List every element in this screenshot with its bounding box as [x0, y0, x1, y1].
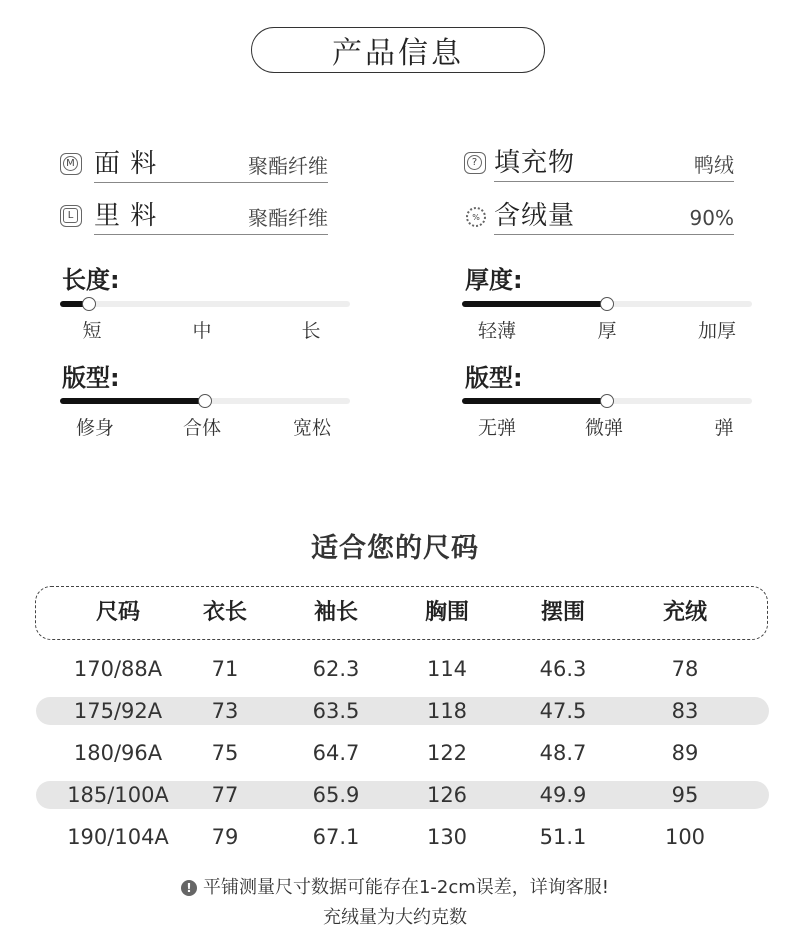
size-table-header-cell: 尺码 — [95, 600, 141, 625]
material-row-down-content — [464, 201, 734, 231]
question-badge-icon: ? — [464, 152, 486, 174]
material-value: 聚酯纤维 — [248, 206, 328, 230]
slider-tick-label: 宽松 — [292, 417, 332, 439]
slider-title: 版型: — [62, 364, 120, 392]
table-cell: 185/100A — [67, 783, 169, 807]
size-table-header-cell: 衣长 — [202, 600, 248, 625]
size-section-title: 适合您的尺码 — [311, 533, 479, 564]
material-label: 里 料 — [94, 201, 158, 231]
table-cell: 83 — [671, 699, 699, 723]
slider-tick-label: 中 — [192, 320, 212, 342]
slider-tick-label: 轻薄 — [477, 320, 517, 342]
table-cell: 122 — [426, 741, 468, 765]
table-cell: 65.9 — [312, 783, 360, 807]
slider-fill — [462, 301, 607, 307]
material-row-filling — [464, 148, 734, 178]
slider-fill — [462, 398, 607, 404]
table-cell: 67.1 — [312, 825, 360, 849]
slider-tick-label: 厚 — [597, 320, 617, 342]
table-cell: 79 — [211, 825, 239, 849]
table-cell: 180/96A — [73, 741, 163, 765]
fit-slider-track — [60, 398, 350, 404]
table-cell: 126 — [426, 783, 468, 807]
elasticity-slider-track — [462, 398, 752, 404]
slider-tick-label: 加厚 — [697, 320, 737, 342]
size-table-header — [35, 586, 768, 640]
table-cell: 114 — [426, 657, 468, 681]
slider-tick-label: 无弹 — [477, 417, 517, 439]
size-table-header-cell: 袖长 — [313, 600, 359, 625]
exclamation-icon: ! — [181, 880, 197, 896]
divider — [94, 182, 328, 183]
slider-knob — [600, 394, 614, 408]
slider-tick-label: 修身 — [75, 417, 115, 439]
percent-swirl-icon — [464, 205, 486, 227]
divider — [494, 181, 734, 182]
table-cell: 49.9 — [539, 783, 587, 807]
material-value: 聚酯纤维 — [248, 154, 328, 178]
m-badge-icon: M — [60, 153, 82, 175]
table-cell: 48.7 — [539, 741, 587, 765]
material-label: 面 料 — [94, 149, 158, 179]
svg-text:%: % — [472, 213, 480, 222]
table-cell: 78 — [671, 657, 699, 681]
table-cell: 77 — [211, 783, 239, 807]
divider — [94, 234, 328, 235]
table-cell: 64.7 — [312, 741, 360, 765]
divider — [494, 234, 734, 235]
slider-title: 厚度: — [465, 266, 523, 294]
slider-knob — [82, 297, 96, 311]
measurement-note — [0, 873, 790, 899]
table-cell: 100 — [664, 825, 706, 849]
l-badge-icon: L — [60, 205, 82, 227]
slider-knob — [600, 297, 614, 311]
material-row-shell — [60, 149, 328, 179]
table-cell: 47.5 — [539, 699, 587, 723]
table-cell: 71 — [211, 657, 239, 681]
slider-tick-label: 短 — [82, 320, 102, 342]
filling-note: 充绒量为大约克数 — [323, 907, 467, 928]
table-cell: 95 — [671, 783, 699, 807]
table-cell: 51.1 — [539, 825, 587, 849]
table-cell: 118 — [426, 699, 468, 723]
table-cell: 130 — [426, 825, 468, 849]
table-cell: 62.3 — [312, 657, 360, 681]
size-table-header-cell: 摆围 — [540, 600, 586, 625]
slider-tick-label: 微弹 — [584, 417, 624, 439]
material-label: 填充物 — [494, 148, 576, 178]
slider-tick-label: 合体 — [182, 417, 222, 439]
table-cell: 89 — [671, 741, 699, 765]
table-cell: 75 — [211, 741, 239, 765]
slider-tick-label: 长 — [301, 320, 321, 342]
material-value: 鸭绒 — [694, 153, 734, 177]
table-cell: 190/104A — [67, 825, 169, 849]
note-text: 平铺测量尺寸数据可能存在1-2cm误差，详询客服! — [202, 877, 610, 898]
table-cell: 46.3 — [539, 657, 587, 681]
thickness-slider-track — [462, 301, 752, 307]
page-title: 产品信息 — [251, 27, 545, 73]
table-cell: 170/88A — [73, 657, 163, 681]
slider-knob — [198, 394, 212, 408]
length-slider-track — [60, 301, 350, 307]
table-cell: 73 — [211, 699, 239, 723]
table-cell: 175/92A — [73, 699, 163, 723]
slider-tick-label: 弹 — [714, 417, 734, 439]
size-table-header-cell: 充绒 — [662, 600, 708, 625]
table-cell: 63.5 — [312, 699, 360, 723]
slider-title: 长度: — [62, 266, 120, 294]
material-value: 90% — [689, 206, 734, 230]
slider-title: 版型: — [465, 364, 523, 392]
slider-fill — [60, 398, 205, 404]
size-table-header-cell: 胸围 — [424, 600, 470, 625]
material-row-lining — [60, 201, 328, 231]
material-label: 含绒量 — [494, 201, 576, 231]
